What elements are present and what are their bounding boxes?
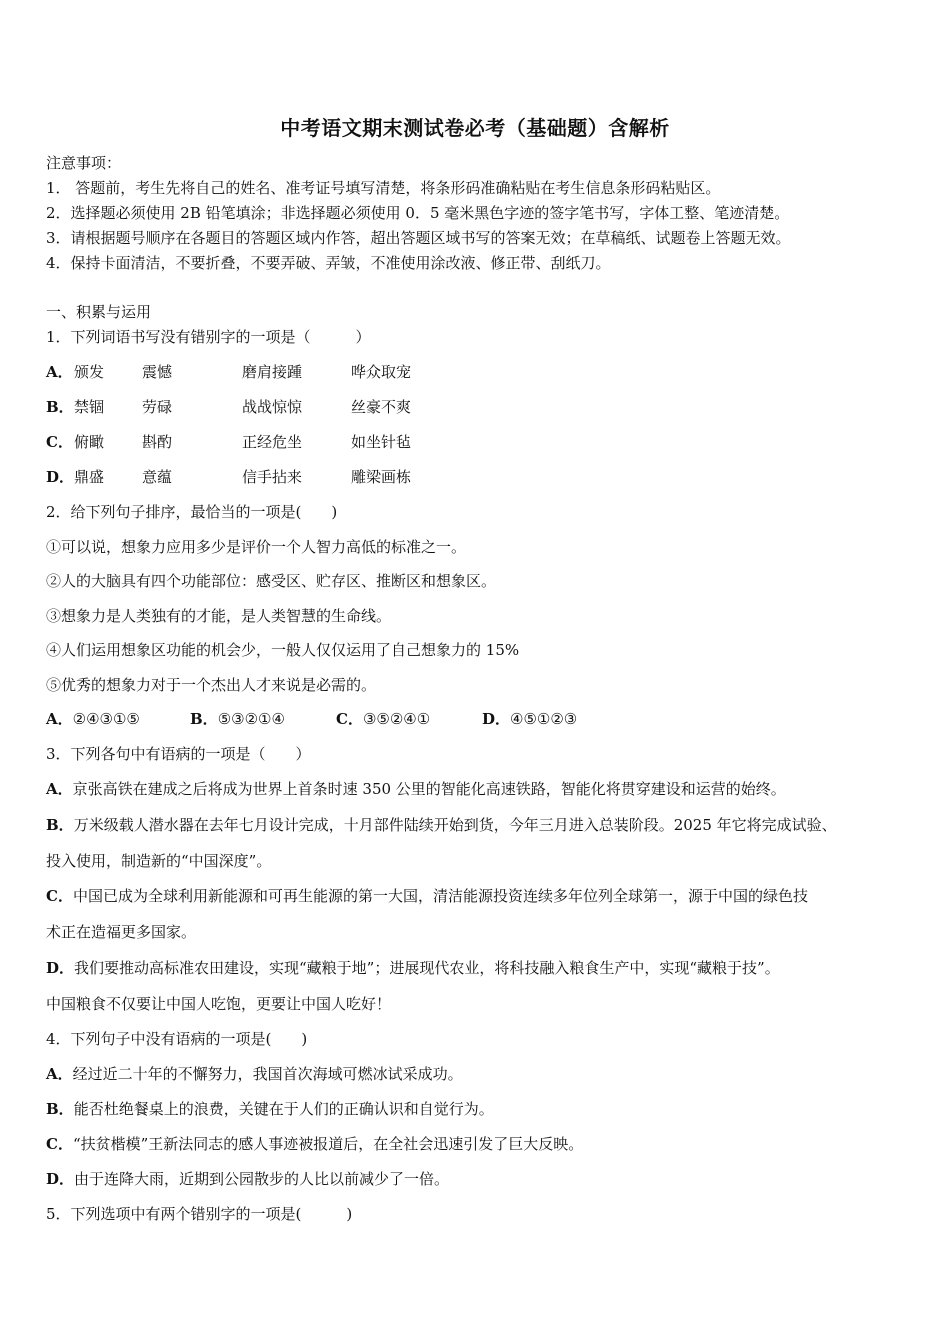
option-word: 斟酌 (142, 433, 173, 451)
option-label: C． (46, 433, 73, 451)
option-text: 经过近二十年的不懈努力，我国首次海域可燃冰试采成功。 (72, 1065, 463, 1083)
option-text: ⑤③②①④ (217, 710, 285, 728)
q1-option-b (46, 397, 412, 417)
option-word: 震憾 (142, 363, 173, 381)
option-label: B． (46, 816, 74, 834)
option-label: D． (46, 959, 75, 977)
q2-sentence: ③想象力是人类独有的才能，是人类智慧的生命线。 (46, 607, 392, 625)
option-word: 雕梁画栋 (351, 468, 412, 486)
option-word: 颁发 (74, 363, 105, 381)
option-word: 鼎盛 (74, 468, 105, 486)
option-text: 京张高铁在建成之后将成为世界上首条时速 350 公里的智能化高速铁路，智能化将贯穿建设和运营的始终。 (72, 780, 786, 798)
notice-item: 4．保持卡面清洁，不要折叠，不要弄破、弄皱，不准使用涂改液、修正带、刮纸刀。 (46, 254, 611, 272)
option-label: A． (46, 710, 73, 728)
q3-option-c-cont: 术正在造福更多国家。 (46, 923, 197, 941)
option-label: B． (46, 398, 74, 416)
notice-heading: 注意事项： (46, 154, 122, 172)
option-label: D． (46, 468, 75, 486)
option-word: 禁锢 (74, 398, 105, 416)
q4-stem: 4．下列句子中没有语病的一项是( ) (46, 1030, 308, 1048)
option-word: 战战惊惊 (242, 398, 303, 416)
option-word: 磨肩接踵 (242, 363, 303, 381)
notice-item: 2．选择题必须使用 2B 铅笔填涂；非选择题必须使用 0．5 毫米黑色字迹的签字笔书写，字体工整、笔迹清楚。 (46, 204, 790, 222)
q4-option-b (46, 1099, 494, 1119)
option-label: C． (46, 887, 73, 905)
q2-sentence: ②人的大脑具有四个功能部位：感受区、贮存区、推断区和想象区。 (46, 572, 497, 590)
option-label: D． (46, 1170, 75, 1188)
q3-option-d-cont: 中国粮食不仅要让中国人吃饱，更要让中国人吃好！ (46, 995, 392, 1013)
option-label: B． (46, 1100, 74, 1118)
option-word: 正经危坐 (242, 433, 303, 451)
q3-option-b (46, 815, 837, 835)
q4-option-c (46, 1134, 583, 1154)
option-word: 俯瞰 (74, 433, 105, 451)
option-text: “扶贫楷模”王新法同志的感人事迹被报道后，在全社会迅速引发了巨大反映。 (72, 1135, 584, 1153)
q2-option-b (190, 709, 285, 729)
option-word: 信手拈来 (242, 468, 303, 486)
q2-option-c (336, 709, 430, 729)
q1-option-d (46, 467, 412, 487)
option-text: ②④③①⑤ (72, 710, 140, 728)
option-text: ④⑤①②③ (510, 710, 578, 728)
q1-option-a (46, 362, 412, 382)
q2-option-d (482, 709, 577, 729)
option-label: A． (46, 1065, 73, 1083)
option-text: 中国已成为全球利用新能源和可再生能源的第一大国，清洁能源投资连续多年位列全球第一，源于中国的绿色技 (72, 887, 808, 905)
option-label: C． (336, 710, 363, 728)
q3-stem: 3．下列各句中有语病的一项是（ ） (46, 745, 311, 763)
q5-stem: 5．下列选项中有两个错别字的一项是( ) (46, 1205, 353, 1223)
option-word: 劳碌 (142, 398, 173, 416)
q1-stem: 1．下列词语书写没有错别字的一项是（ ） (46, 328, 371, 346)
q2-sentence: ④人们运用想象区功能的机会少，一般人仅仅运用了自己想象力的 15% (46, 641, 520, 659)
option-text: 能否杜绝餐桌上的浪费，关键在于人们的正确认识和自觉行为。 (73, 1100, 494, 1118)
q3-option-c (46, 886, 808, 906)
q1-option-c (46, 432, 412, 452)
option-text: ③⑤②④① (362, 710, 431, 728)
option-label: D． (482, 710, 511, 728)
option-word: 丝豪不爽 (351, 398, 412, 416)
notice-item: 3．请根据题号顺序在各题目的答题区域内作答，超出答题区域书写的答案无效；在草稿纸、试题卷上答题无效。 (46, 229, 791, 247)
q3-option-b-cont: 投入使用，制造新的“中国深度”。 (46, 852, 272, 870)
option-label: A． (46, 780, 73, 798)
option-word: 如坐针毡 (351, 433, 412, 451)
option-text: 万米级载人潜水器在去年七月设计完成，十月部件陆续开始到货，今年三月进入总装阶段。2025 年它将完成试验、 (73, 816, 837, 834)
q2-stem: 2．给下列句子排序，最恰当的一项是( ) (46, 503, 338, 521)
option-text: 由于连降大雨，近期到公园散步的人比以前减少了一倍。 (74, 1170, 450, 1188)
option-word: 哗众取宠 (351, 363, 412, 381)
q3-option-d (46, 958, 780, 978)
page-title: 中考语文期末测试卷必考（基础题）含解析 (280, 116, 670, 140)
option-word: 意蕴 (142, 468, 173, 486)
section-heading: 一、积累与运用 (46, 303, 152, 321)
q4-option-a (46, 1064, 463, 1084)
q4-option-d (46, 1169, 449, 1189)
q2-sentence: ⑤优秀的想象力对于一个杰出人才来说是必需的。 (46, 676, 377, 694)
option-label: C． (46, 1135, 73, 1153)
option-label: B． (190, 710, 218, 728)
q2-option-a (46, 709, 140, 729)
notice-item: 1． 答题前，考生先将自己的姓名、准考证号填写清楚，将条形码准确粘贴在考生信息条形码粘贴区。 (46, 179, 721, 197)
q3-option-a (46, 779, 786, 799)
q2-sentence: ①可以说，想象力应用多少是评价一个人智力高低的标准之一。 (46, 538, 467, 556)
option-text: 我们要推动高标准农田建设，实现“藏粮于地”；进展现代农业，将科技融入粮食生产中，实现“藏粮于技”。 (74, 959, 780, 977)
option-label: A． (46, 363, 73, 381)
